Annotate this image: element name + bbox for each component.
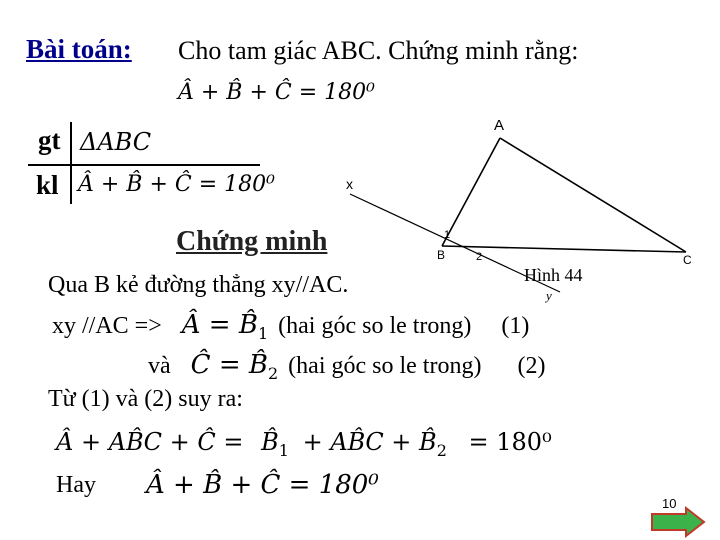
line3-ref: (2) xyxy=(517,353,546,379)
line2-note: (hai góc so le trong) xyxy=(278,313,472,339)
kl-label: kl xyxy=(36,170,59,200)
proof-line-3 xyxy=(148,350,545,383)
page-number: 10 xyxy=(662,496,677,511)
vertex-c-label: C xyxy=(683,253,692,267)
side-ab xyxy=(442,138,500,246)
vertex-b-label: B xyxy=(437,248,446,262)
line2-equation: Â = $B̂_1$ xyxy=(181,310,269,344)
statement-equation: Â + B̂ + Ĉ = 180⁰ xyxy=(178,80,375,105)
final-equation: Â + B̂ + Ĉ = 180⁰ xyxy=(146,470,379,500)
angle-1-label: 1 xyxy=(444,229,451,241)
problem-title: Bài toán: xyxy=(26,34,132,64)
sum-left: Â + AB̂C + Ĉ = xyxy=(56,428,244,456)
sum-mid: $B̂_1$ xyxy=(261,428,289,460)
line2-prefix: xy //AC => xyxy=(52,313,162,339)
side-ac xyxy=(500,138,686,252)
line-y-label: y xyxy=(546,288,552,303)
proof-line-2 xyxy=(52,310,529,343)
line3-prefix: và xyxy=(148,353,171,379)
sum-plus: + AB̂C + $B̂_2$ xyxy=(302,428,447,460)
vertex-a-label: A xyxy=(494,117,505,134)
proof-heading: Chứng minh xyxy=(176,226,328,257)
proof-line-1: Qua B kẻ đường thẳng xy//AC. xyxy=(48,272,349,298)
problem-prompt: Cho tam giác ABC. Chứng minh rằng: xyxy=(178,36,579,65)
angle-2-label: 2 xyxy=(476,251,483,263)
figure-caption: Hình 44 xyxy=(524,265,583,285)
conclusion-equation: Â + B̂ + Ĉ = 180⁰ xyxy=(78,172,275,197)
proof-line-4: Từ (1) và (2) suy ra: xyxy=(48,386,243,412)
hay-label: Hay xyxy=(56,472,96,498)
sum-result: = 180⁰ xyxy=(468,428,552,456)
given-triangle: ΔABC xyxy=(80,128,152,156)
line2-ref: (1) xyxy=(501,313,530,339)
sum-equation xyxy=(56,428,552,460)
gt-label: gt xyxy=(38,125,61,155)
line-x-label: x xyxy=(346,176,353,192)
line3-equation: Ĉ = $B̂_2$ xyxy=(190,350,279,384)
line3-note: (hai góc so le trong) xyxy=(288,353,482,379)
